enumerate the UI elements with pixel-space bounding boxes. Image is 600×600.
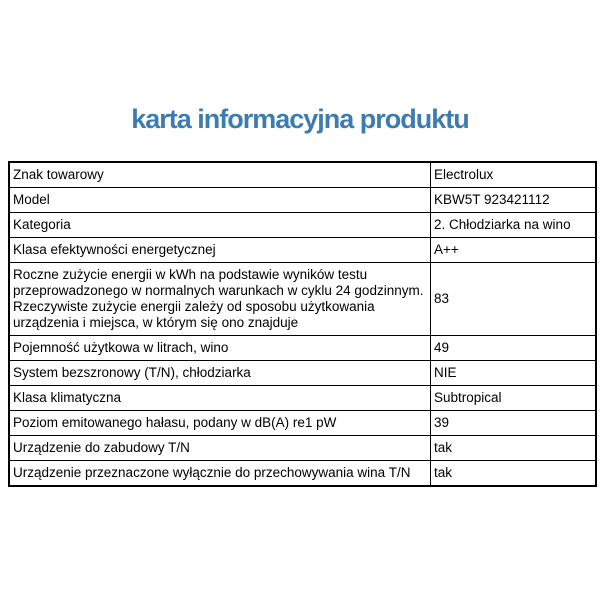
row-value-cell: Electrolux	[431, 162, 597, 188]
row-label-cell: Klasa klimatyczna	[9, 386, 431, 411]
row-value-cell: 83	[431, 263, 597, 336]
table-row	[9, 336, 596, 361]
table-row	[9, 188, 596, 213]
table-row	[9, 361, 596, 386]
row-value-cell: tak	[431, 461, 597, 487]
table-row	[9, 213, 596, 238]
row-label-cell: Urządzenie przeznaczone wyłącznie do przechowywania wina T/N	[9, 461, 431, 487]
row-label-cell: Model	[9, 188, 431, 213]
row-label-cell: Poziom emitowanego hałasu, podany w dB(A) re1 pW	[9, 411, 431, 436]
product-spec-table	[8, 161, 597, 487]
row-label-cell: Pojemność użytkowa w litrach, wino	[9, 336, 431, 361]
row-value-cell: NIE	[431, 361, 597, 386]
row-value-cell: KBW5T 923421112	[431, 188, 597, 213]
row-label-cell: Roczne zużycie energii w kWh na podstawie wyników testu przeprowadzonego w normalnych warunkach w cyklu 24 godzinnym. Rzeczywiste zużycie energii zależy od sposobu użytkowania urządzenia i miejsca, w którym się ono znajduje	[9, 263, 431, 336]
row-value-cell: 49	[431, 336, 597, 361]
table-row	[9, 411, 596, 436]
table-row	[9, 162, 596, 188]
row-value-cell: tak	[431, 436, 597, 461]
table-row	[9, 436, 596, 461]
row-value-cell: 2. Chłodziarka na wino	[431, 213, 597, 238]
table-row	[9, 386, 596, 411]
row-value-cell: Subtropical	[431, 386, 597, 411]
row-label-cell: System bezszronowy (T/N), chłodziarka	[9, 361, 431, 386]
table-row	[9, 238, 596, 263]
row-label-cell: Klasa efektywności energetycznej	[9, 238, 431, 263]
row-label-cell: Urządzenie do zabudowy T/N	[9, 436, 431, 461]
table-row	[9, 461, 596, 487]
row-label-cell: Kategoria	[9, 213, 431, 238]
row-value-cell: 39	[431, 411, 597, 436]
table-row	[9, 263, 596, 336]
spec-table-body	[9, 162, 596, 486]
row-value-cell: A++	[431, 238, 597, 263]
row-label-cell: Znak towarowy	[9, 162, 431, 188]
page-title: karta informacyjna produktu	[131, 104, 469, 134]
